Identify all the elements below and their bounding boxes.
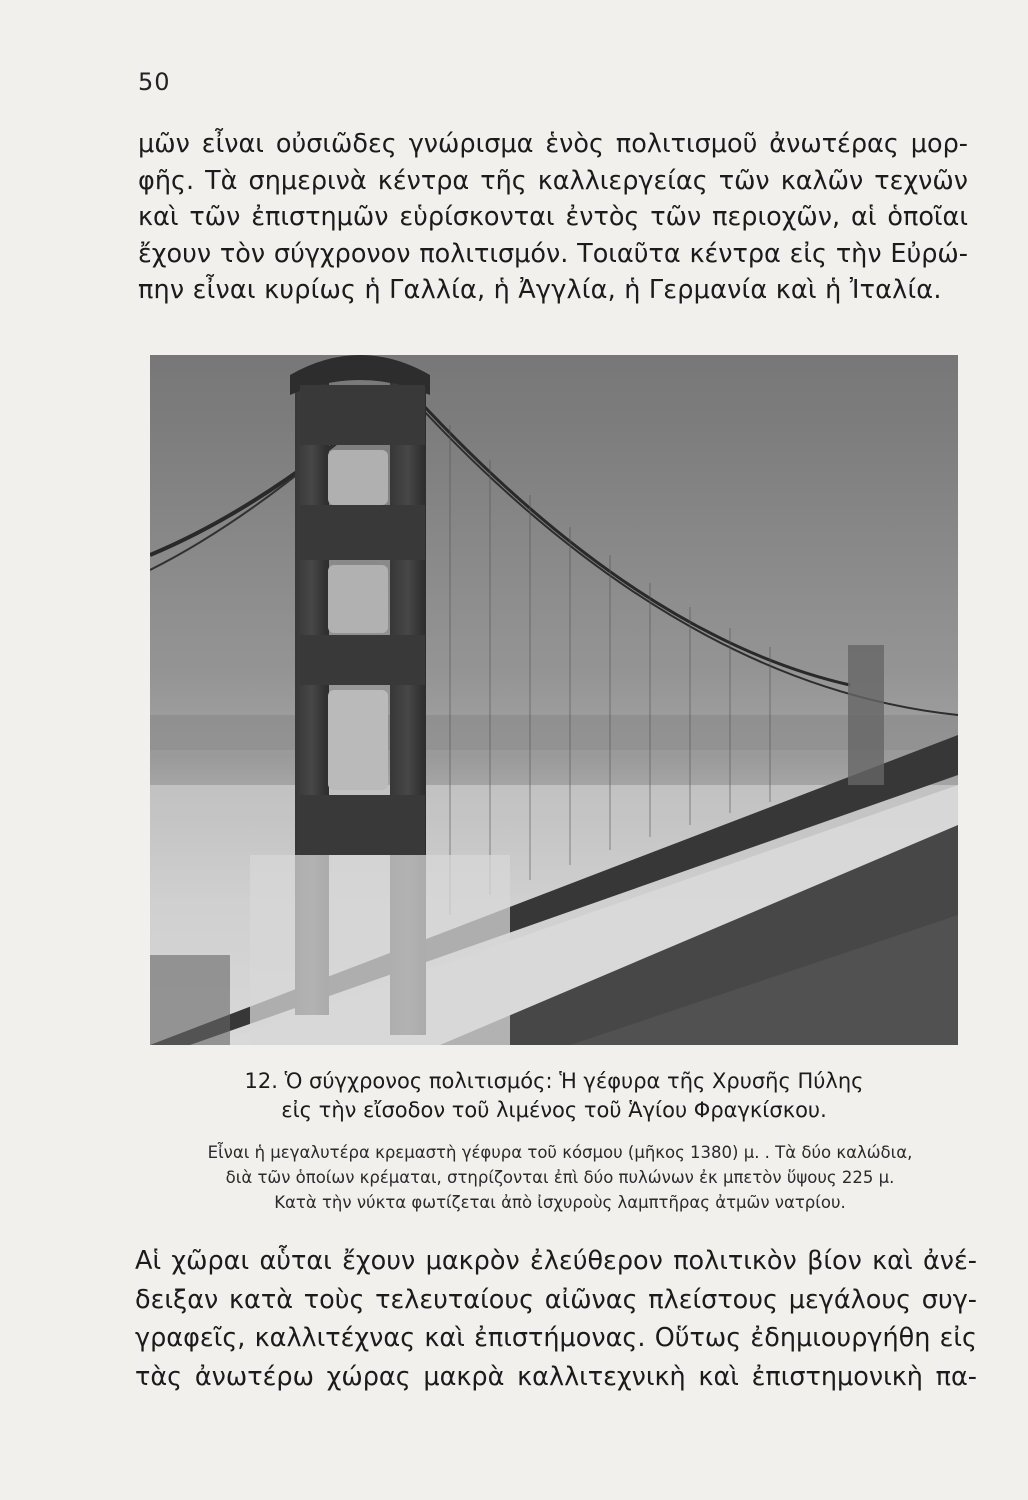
bottom-paragraph (135, 1242, 977, 1396)
bottom-paragraph-line: Αἱ χῶραι αὗται ἔχουν μακρὸν ἐλεύθερον πολιτικὸν βίον καὶ ἀνέ- (135, 1246, 977, 1276)
top-paragraph-line: φῆς. Τὰ σημερινὰ κέντρα τῆς καλλιεργείας τῶν καλῶν τεχνῶν (138, 165, 968, 196)
caption-title-line: εἰς τὴν εἴσοδον τοῦ λιμένος τοῦ Ἁγίου Φραγκίσκου. (281, 1098, 827, 1122)
caption-body-line: Εἶναι ἡ μεγαλυτέρα κρεμαστὴ γέφυρα τοῦ κόσμου (μῆκος 1380) μ. . Τὰ δύο καλώδια, (207, 1143, 913, 1162)
figure-caption-body (150, 1140, 970, 1215)
top-paragraph-line: πην εἶναι κυρίως ἡ Γαλλία, ἡ Ἀγγλία, ἡ Γερμανία καὶ ἡ Ἰταλία. (138, 275, 942, 305)
top-paragraph-line: καὶ τῶν ἐπιστημῶν εὑρίσκονται ἐντὸς τῶν περιοχῶν, αἱ ὁποῖαι (138, 202, 968, 232)
caption-body-line: διὰ τῶν ὁποίων κρέμαται, στηρίζονται ἐπὶ δύο πυλώνων ἐκ μπετὸν ὕψους 225 μ. (225, 1168, 895, 1187)
bridge-photograph (150, 355, 958, 1045)
page-number: 50 (138, 68, 171, 96)
caption-body-line: Κατὰ τὴν νύκτα φωτίζεται ἀπὸ ἰσχυροὺς λαμπτῆρας ἀτμῶν νατρίου. (274, 1193, 846, 1212)
bottom-paragraph-line: τὰς ἀνωτέρω χώρας μακρὰ καλλιτεχνικὴ καὶ ἐπιστημονικὴ πα- (135, 1361, 977, 1392)
caption-title-line: 12. Ὁ σύγχρονος πολιτισμός: Ἡ γέφυρα τῆς Χρυσῆς Πύλης (244, 1069, 864, 1093)
figure-caption-title (150, 1067, 958, 1125)
top-paragraph (138, 126, 968, 309)
bridge-photograph-drawing (150, 355, 958, 1045)
bottom-paragraph-line: γραφεῖς, καλλιτέχνας καὶ ἐπιστήμονας. Οὕτως ἐδημιουργήθη εἰς (135, 1323, 977, 1353)
bottom-paragraph-line: δειξαν κατὰ τοὺς τελευταίους αἰῶνας πλείστους μεγάλους συγ- (135, 1284, 977, 1315)
top-paragraph-line: μῶν εἶναι οὐσιῶδες γνώρισμα ἑνὸς πολιτισμοῦ ἀνωτέρας μορ- (138, 129, 968, 159)
top-paragraph-line: ἔχουν τὸν σύγχρονον πολιτισμόν. Τοιαῦτα κέντρα εἰς τὴν Εὐρώ- (138, 238, 968, 269)
